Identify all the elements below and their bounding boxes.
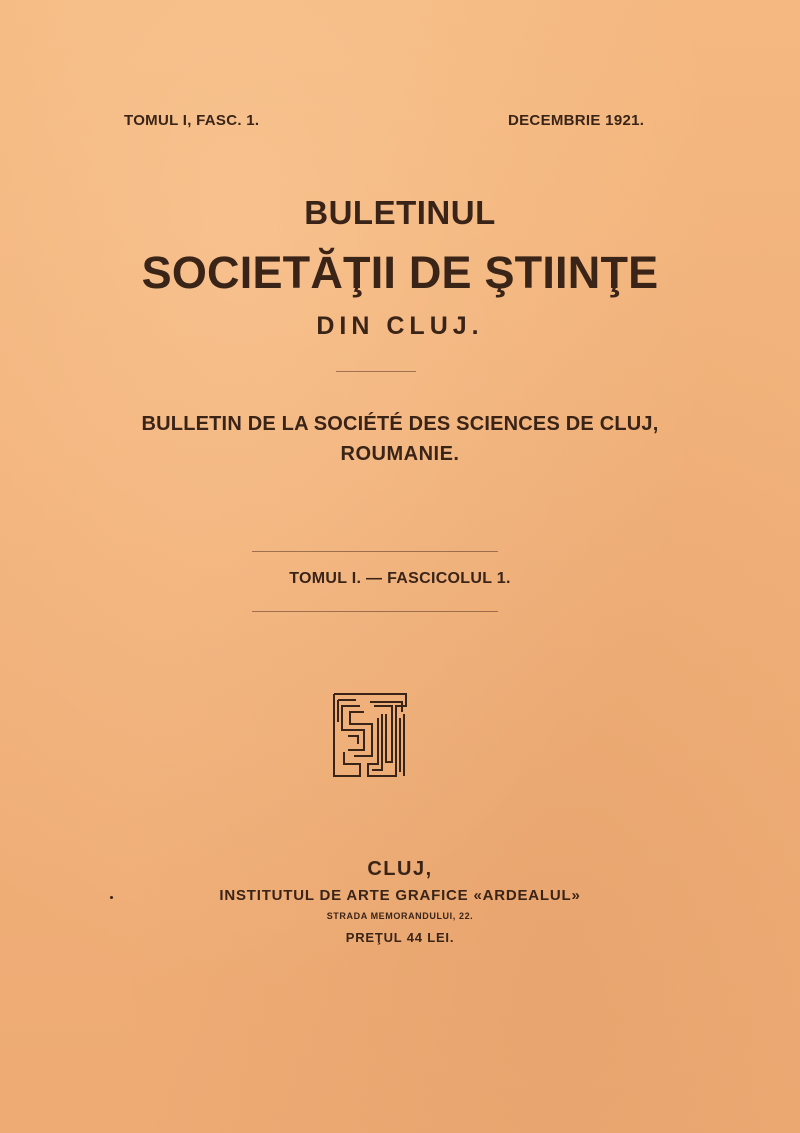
street-address: STRADA MEMORANDULUI, 22. (326, 911, 474, 921)
title-line-2: SOCIETĂŢII DE ŞTIINŢE (141, 247, 659, 298)
title-line-1: BULETINUL (304, 194, 496, 231)
publisher-label: INSTITUTUL DE ARTE GRAFICE «ARDEALUL» (219, 887, 581, 904)
city-label: CLUJ, (367, 858, 433, 880)
volume-rule-top (252, 551, 498, 552)
volume-rule-bottom (252, 611, 498, 612)
title-line-3: DIN CLUJ. (316, 312, 484, 340)
subtitle-line-2: ROUMANIE. (340, 443, 460, 465)
price-label: PREŢUL 44 LEI. (345, 930, 455, 945)
volume-issue-label: TOMUL I, FASC. 1. (124, 112, 260, 129)
society-monogram-icon (330, 692, 410, 778)
subtitle-line-1: BULLETIN DE LA SOCIÉTÉ DES SCIENCES DE CLUJ, (141, 413, 659, 435)
volume-fascicle-line: TOMUL I. — FASCICOLUL 1. (289, 570, 511, 587)
date-label: DECEMBRIE 1921. (508, 112, 645, 129)
title-divider (336, 371, 416, 372)
